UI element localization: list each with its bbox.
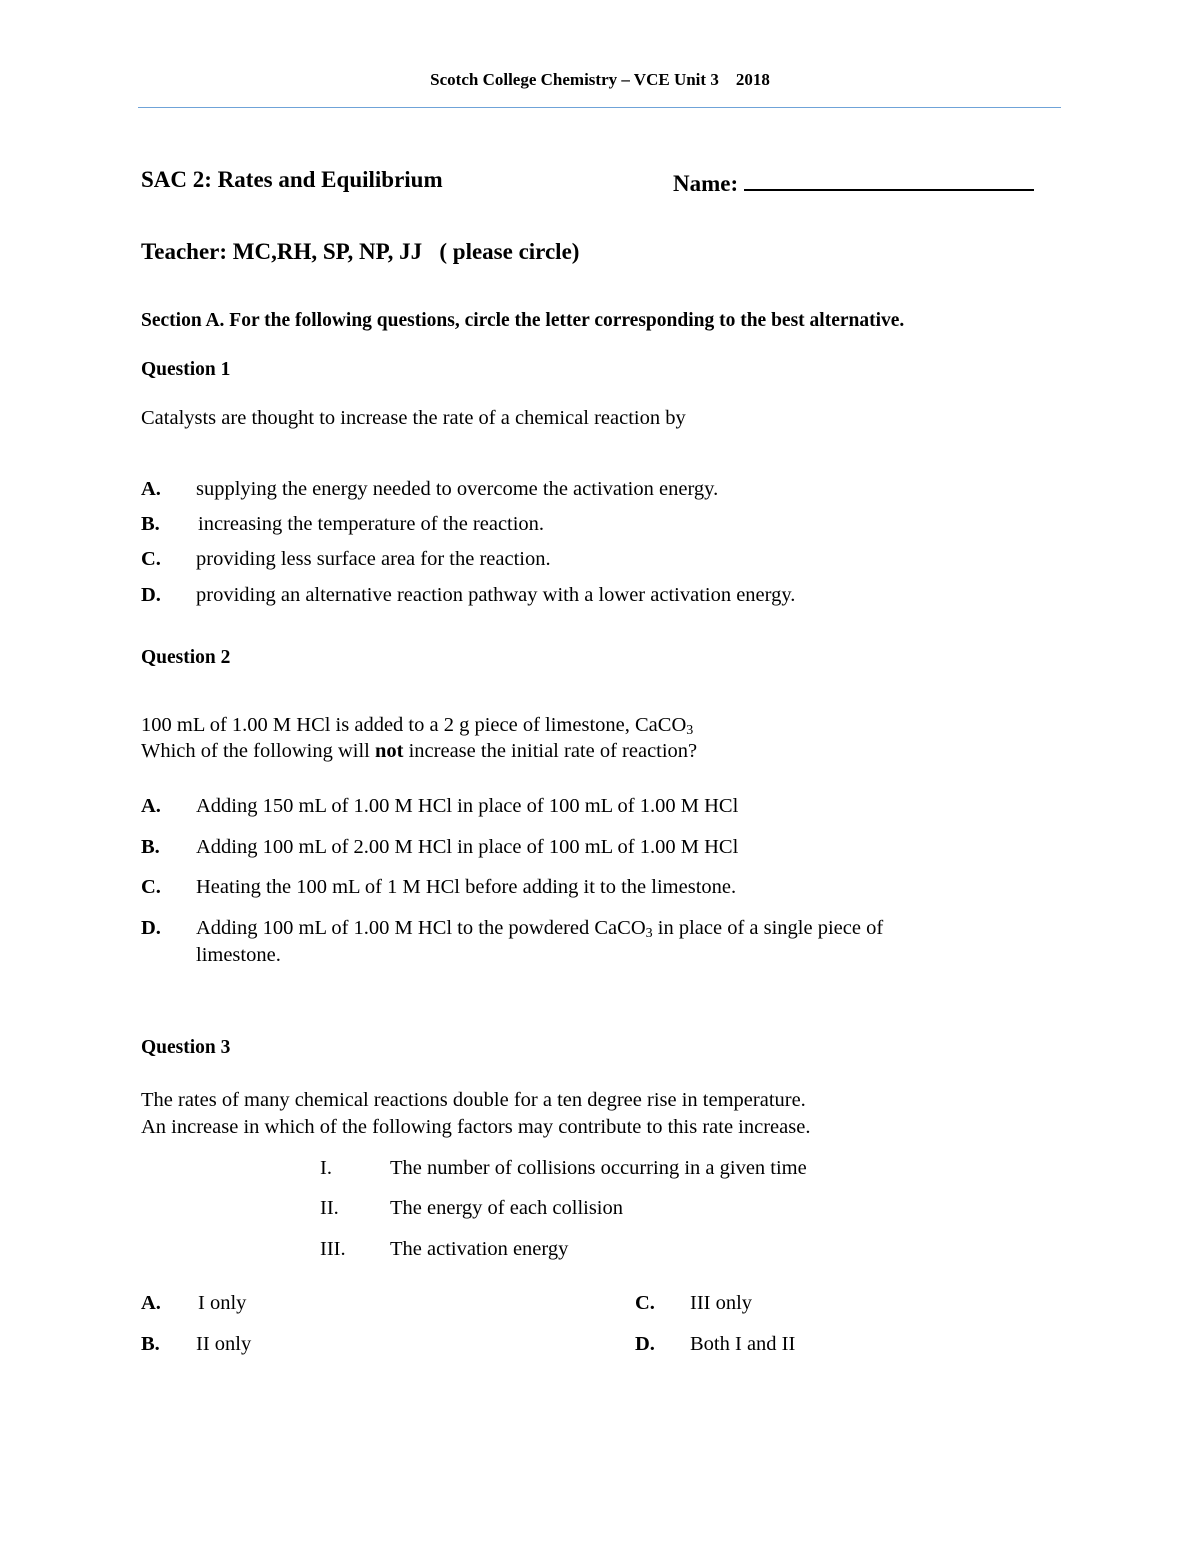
q1-stem: Catalysts are thought to increase the rate of a chemical reaction by <box>141 407 686 429</box>
q3-option-a-text: I only <box>198 1292 247 1314</box>
q2-stem-text: 100 mL of 1.00 M HCl is added to a 2 g piece of limestone, CaCO <box>141 714 687 736</box>
q3-option-b-text: II only <box>196 1333 252 1355</box>
q3-factor-1-text: The number of collisions occurring in a given time <box>390 1157 807 1179</box>
q1-option-a-letter[interactable]: A. <box>141 478 161 500</box>
q2-option-b-text: Adding 100 mL of 2.00 M HCl in place of 100 mL of 1.00 M HCl <box>196 836 739 858</box>
q3-heading: Question 3 <box>141 1037 231 1058</box>
q2-option-a-text: Adding 150 mL of 1.00 M HCl in place of 100 mL of 1.00 M HCl <box>196 795 739 817</box>
name-field[interactable] <box>673 167 1034 197</box>
q2-heading: Question 2 <box>141 647 231 668</box>
q3-factor-3-numeral: III. <box>320 1238 346 1260</box>
q2-option-d-text-post: in place of a single piece of <box>652 917 884 939</box>
header-divider <box>138 107 1061 108</box>
teacher-note: ( please circle) <box>439 239 580 264</box>
page-header <box>0 70 1200 90</box>
q2-option-d-text <box>196 917 883 940</box>
q3-option-d-text: Both I and II <box>690 1333 796 1355</box>
q2-stem-line2 <box>141 740 697 763</box>
q2-stem-line2-pre: Which of the following will <box>141 740 375 762</box>
q3-option-d-letter[interactable]: D. <box>635 1333 655 1355</box>
q2-option-b-letter[interactable]: B. <box>141 836 160 858</box>
q3-factor-3-text: The activation energy <box>390 1238 569 1260</box>
name-label: Name: <box>673 171 739 196</box>
q2-option-a-letter[interactable]: A. <box>141 795 161 817</box>
q3-factor-1-numeral: I. <box>320 1157 332 1179</box>
q2-stem-subscript: 3 <box>686 723 694 738</box>
section-a-instruction: Section A. For the following questions, circle the letter corresponding to the best alternative. <box>141 310 905 331</box>
q1-option-d-letter[interactable]: D. <box>141 584 161 606</box>
q2-option-c-text: Heating the 100 mL of 1 M HCl before adding it to the limestone. <box>196 876 737 898</box>
q2-stem-line1 <box>141 714 693 737</box>
q2-option-d-letter[interactable]: D. <box>141 917 161 939</box>
q3-factor-2-text: The energy of each collision <box>390 1197 624 1219</box>
q1-option-c-letter[interactable]: C. <box>141 548 161 570</box>
q3-stem-line2: An increase in which of the following factors may contribute to this rate increase. <box>141 1116 811 1138</box>
q1-option-c-text: providing less surface area for the reaction. <box>196 548 551 570</box>
q1-option-b-text: increasing the temperature of the reaction. <box>198 513 545 535</box>
header-title: Scotch College Chemistry – VCE Unit 3 <box>430 70 719 89</box>
q3-option-c-text: III only <box>690 1292 753 1314</box>
teacher-list: Teacher: MC,RH, SP, NP, JJ <box>141 239 423 264</box>
q3-option-c-letter[interactable]: C. <box>635 1292 655 1314</box>
header-year: 2018 <box>735 70 770 89</box>
q3-option-a-letter[interactable]: A. <box>141 1292 161 1314</box>
q2-option-c-letter[interactable]: C. <box>141 876 161 898</box>
q1-option-b-letter[interactable]: B. <box>141 513 160 535</box>
q1-heading: Question 1 <box>141 359 231 380</box>
q3-stem-line1: The rates of many chemical reactions double for a ten degree rise in temperature. <box>141 1089 806 1111</box>
q2-stem-emphasis: not <box>375 740 404 762</box>
q2-option-d-text-pre: Adding 100 mL of 1.00 M HCl to the powdered CaCO <box>196 917 646 939</box>
q2-stem-line2-post: increase the initial rate of reaction? <box>403 740 698 762</box>
q3-factor-2-numeral: II. <box>320 1197 339 1219</box>
teacher-line <box>141 239 579 265</box>
q1-option-a-text: supplying the energy needed to overcome the activation energy. <box>196 478 719 500</box>
q3-option-b-letter[interactable]: B. <box>141 1333 160 1355</box>
sac-title: SAC 2: Rates and Equilibrium <box>141 167 443 192</box>
q2-option-d-text-line2: limestone. <box>196 944 281 966</box>
name-blank-line[interactable] <box>744 167 1034 191</box>
q2-option-d-subscript: 3 <box>645 926 653 941</box>
q1-option-d-text: providing an alternative reaction pathway with a lower activation energy. <box>196 584 796 606</box>
